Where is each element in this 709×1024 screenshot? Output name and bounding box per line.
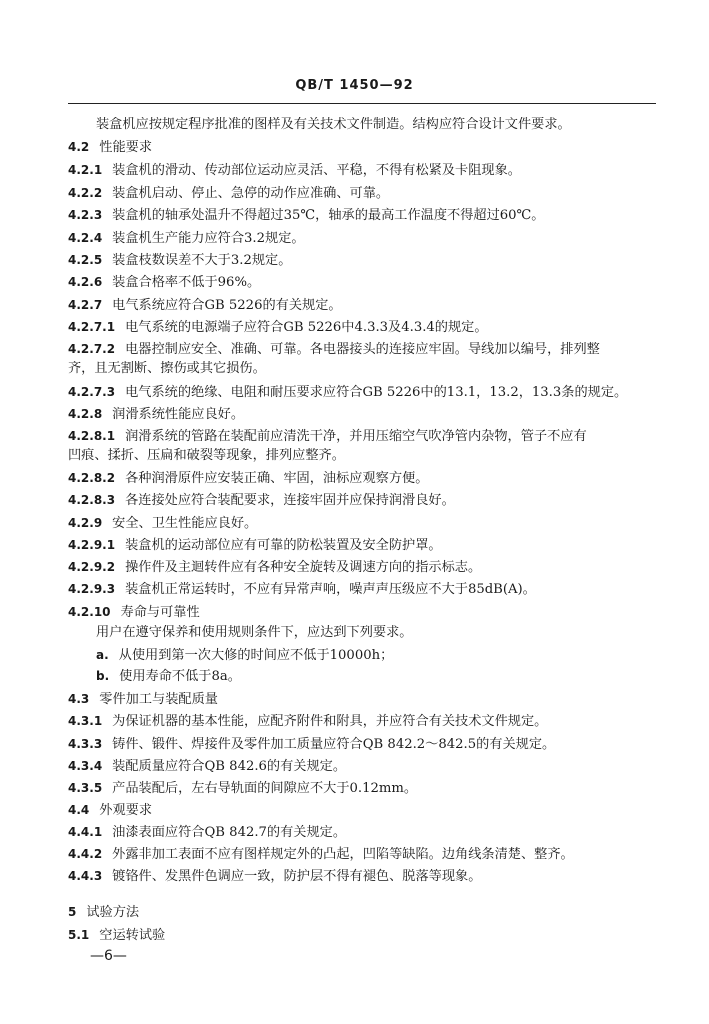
- clause-text: 铸件、锻件、焊接件及零件加工质量应符合QB 842.2～842.5的有关规定。: [112, 737, 556, 752]
- clause-number: 4.3: [68, 692, 90, 706]
- clause-text: 油漆表面应符合QB 842.7的有关规定。: [112, 825, 347, 840]
- clause-number: 4.2.8.1: [68, 429, 116, 443]
- text-line: [68, 736, 658, 753]
- clause-text: 电器控制应安全、准确、可靠。各电器接头的连接应牢固。导线加以编号，排列整: [125, 342, 600, 357]
- text-line: [68, 780, 658, 797]
- text-line: [96, 117, 686, 133]
- text-line: [68, 581, 658, 598]
- clause-text: 凹痕、揉折、压扁和破裂等现象，排列应整齐。: [68, 448, 345, 463]
- clause-text: 齐，且无割断、擦伤或其它损伤。: [68, 361, 266, 376]
- text-line: [96, 625, 686, 641]
- clause-number: 4.4.2: [68, 847, 103, 861]
- clause-text: 从使用到第一次大修的时间应不低于10000h；: [118, 648, 394, 663]
- clause-text: 安全、卫生性能应良好。: [112, 516, 258, 531]
- clause-text: 寿命与可靠性: [120, 605, 200, 620]
- text-line: [96, 668, 686, 685]
- text-line: [68, 515, 658, 532]
- clause-number: 5.1: [68, 928, 90, 942]
- clause-number: 4.2.7.1: [68, 320, 116, 334]
- text-line: [68, 868, 658, 885]
- clause-text: 性能要求: [99, 140, 153, 155]
- clause-text: 装配质量应符合QB 842.6的有关规定。: [112, 759, 347, 774]
- text-line: [68, 341, 658, 358]
- clause-text: 装盒机的运动部位应有可靠的防松装置及安全防护罩。: [125, 538, 442, 553]
- clause-text: 润滑系统性能应良好。: [112, 407, 245, 422]
- text-line: [68, 904, 658, 921]
- text-line: [68, 846, 658, 863]
- text-line: [68, 406, 658, 423]
- clause-text: 装盒机正常运转时，不应有异常声响，噪声声压级应不大于85dB(A)。: [125, 582, 536, 597]
- clause-number: 4.4.3: [68, 869, 103, 883]
- page-number: —6—: [90, 948, 127, 964]
- clause-number: 4.2.8.2: [68, 471, 116, 485]
- text-line: [68, 274, 658, 291]
- text-line: [68, 802, 658, 819]
- text-line: [68, 428, 658, 445]
- text-line: [68, 492, 658, 509]
- page-header: QB/T 1450—92: [295, 78, 414, 93]
- clause-number: a.: [96, 648, 109, 662]
- clause-text: 装盒机启动、停止、急停的动作应准确、可靠。: [112, 186, 390, 201]
- clause-number: 4.2.8.3: [68, 493, 116, 507]
- clause-number: 4.4: [68, 803, 90, 817]
- text-line: [68, 319, 658, 336]
- clause-text: 装盒合格率不低于96%。: [112, 275, 261, 290]
- text-line: [68, 361, 658, 377]
- text-line: [68, 559, 658, 576]
- clause-text: 产品装配后，左右导轨面的间隙应不大于0.12mm。: [112, 781, 418, 796]
- text-line: [68, 824, 658, 841]
- clause-number: 4.3.3: [68, 737, 103, 751]
- clause-text: 用户在遵守保养和使用规则条件下，应达到下列要求。: [96, 625, 413, 640]
- text-line: [68, 297, 658, 314]
- clause-number: 4.2.3: [68, 208, 103, 222]
- text-line: [68, 448, 658, 464]
- clause-text: 装盒机的轴承处温升不得超过35℃，轴承的最高工作温度不得超过60℃。: [112, 208, 545, 223]
- text-line: [68, 927, 658, 944]
- clause-text: 电气系统应符合GB 5226的有关规定。: [112, 298, 342, 313]
- clause-text: 各种润滑原件应安装正确、牢固，油标应观察方便。: [125, 471, 429, 486]
- text-line: [68, 604, 658, 621]
- clause-text: 装盒机应按规定程序批准的图样及有关技术文件制造。结构应符合设计文件要求。: [96, 117, 571, 132]
- clause-text: 镀铬件、发黑件色调应一致，防护层不得有褪色、脱落等现象。: [112, 869, 482, 884]
- text-line: [68, 537, 658, 554]
- clause-number: 4.4.1: [68, 825, 103, 839]
- clause-text: 试验方法: [86, 905, 140, 920]
- clause-number: 4.2.7: [68, 298, 103, 312]
- clause-text: 为保证机器的基本性能，应配齐附件和附具，并应符合有关技术文件规定。: [112, 714, 548, 729]
- clause-text: 装盒机的滑动、传动部位运动应灵活、平稳，不得有松紧及卡阻现象。: [112, 163, 521, 178]
- clause-number: 4.2.2: [68, 186, 103, 200]
- clause-number: 4.2.1: [68, 163, 103, 177]
- text-line: [68, 162, 658, 179]
- clause-number: 5: [68, 905, 77, 919]
- clause-text: 润滑系统的管路在装配前应清洗干净，并用压缩空气吹净管内杂物，管子不应有: [125, 429, 587, 444]
- clause-text: 使用寿命不低于8a。: [119, 669, 241, 684]
- clause-text: 操作件及主迴转件应有各种安全旋转及调速方向的指示标志。: [125, 560, 482, 575]
- clause-text: 空运转试验: [99, 928, 166, 943]
- clause-number: 4.2.9.3: [68, 582, 116, 596]
- text-line: [68, 691, 658, 708]
- clause-number: 4.3.5: [68, 781, 103, 795]
- clause-number: 4.2.6: [68, 275, 103, 289]
- clause-text: 外观要求: [99, 803, 153, 818]
- clause-number: 4.2.4: [68, 231, 103, 245]
- text-line: [68, 252, 658, 269]
- text-line: [68, 139, 658, 156]
- clause-number: 4.2.7.2: [68, 342, 116, 356]
- clause-number: 4.2.5: [68, 253, 103, 267]
- clause-text: 装盒枝数误差不大于3.2规定。: [112, 253, 292, 268]
- clause-text: 外露非加工表面不应有图样规定外的凸起，凹陷等缺陷。边角线条清楚、整齐。: [112, 847, 574, 862]
- clause-text: 各连接处应符合装配要求，连接牢固并应保持润滑良好。: [125, 493, 455, 508]
- clause-number: 4.2.9.1: [68, 538, 116, 552]
- text-line: [68, 713, 658, 730]
- header-rule: [68, 103, 656, 104]
- clause-text: 电气系统的绝缘、电阻和耐压要求应符合GB 5226中的13.1，13.2，13.3条的规定。: [125, 385, 628, 400]
- text-line: [68, 207, 658, 224]
- clause-text: 零件加工与装配质量: [99, 692, 218, 707]
- text-line: [68, 758, 658, 775]
- clause-number: 4.2.10: [68, 605, 111, 619]
- clause-text: 装盒机生产能力应符合3.2规定。: [112, 231, 305, 246]
- clause-number: 4.2.7.3: [68, 385, 116, 399]
- text-line: [96, 647, 686, 664]
- clause-number: 4.2.9.2: [68, 560, 116, 574]
- clause-text: 电气系统的电源端子应符合GB 5226中4.3.3及4.3.4的规定。: [125, 320, 488, 335]
- text-line: [68, 384, 658, 401]
- clause-number: 4.3.1: [68, 714, 103, 728]
- clause-number: 4.3.4: [68, 759, 103, 773]
- clause-number: b.: [96, 669, 110, 683]
- clause-number: 4.2.8: [68, 407, 103, 421]
- clause-number: 4.2.9: [68, 516, 103, 530]
- text-line: [68, 185, 658, 202]
- clause-number: 4.2: [68, 140, 90, 154]
- text-line: [68, 470, 658, 487]
- text-line: [68, 230, 658, 247]
